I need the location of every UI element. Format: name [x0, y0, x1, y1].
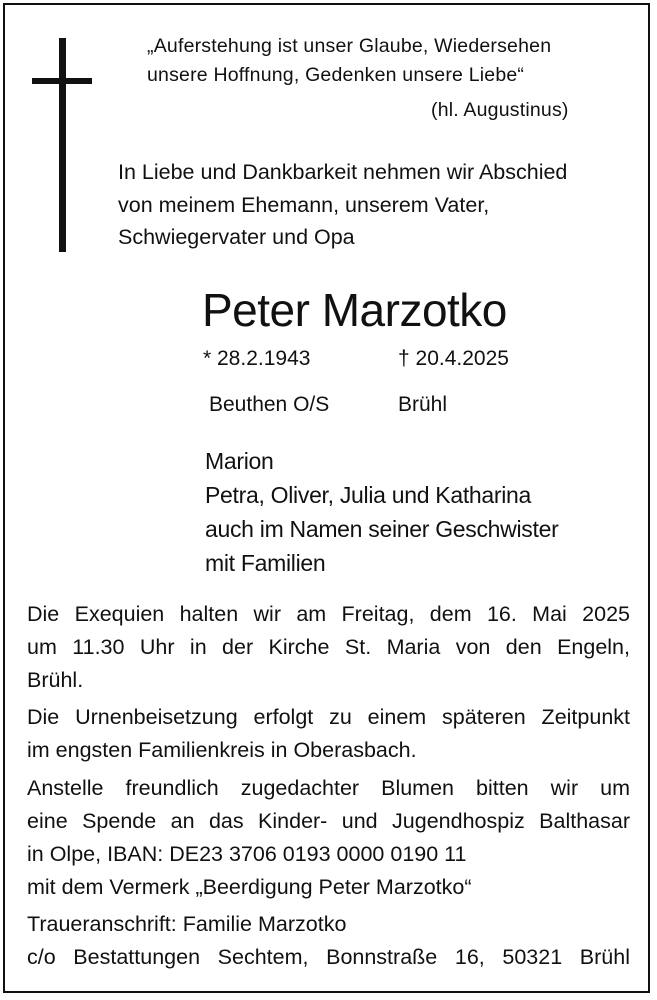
family-line-3: auch im Namen seiner Geschwister: [205, 516, 559, 542]
donation-line-4: mit dem Vermerk „Beerdigung Peter Marzotko“: [27, 875, 472, 899]
address-line-2: c/o Bestattungen Sechtem, Bonnstraße 16, 50321 Brühl: [27, 945, 630, 969]
cross-horizontal-bar: [32, 78, 92, 84]
death-place: Brühl: [398, 393, 448, 416]
quote-source: (hl. Augustinus): [431, 99, 569, 121]
urn-line-2: im engsten Familienkreis in Oberasbach.: [27, 738, 417, 762]
urn-line-1: Die Urnenbeisetzung erfolgt zu einem späteren Zeitpunkt: [27, 705, 630, 729]
quote-line-2: unsere Hoffnung, Gedenken unsere Liebe“: [147, 64, 525, 86]
donation-line-2: eine Spende an das Kinder- und Jugendhospiz Balthasar: [27, 809, 630, 833]
cross-vertical-bar: [59, 38, 66, 252]
birth-date: * 28.2.1943: [203, 347, 311, 370]
exequien-line-2: um 11.30 Uhr in der Kirche St. Maria von den Engeln,: [27, 635, 630, 659]
family-line-1: Marion: [205, 448, 274, 474]
exequien-line-3: Brühl.: [27, 668, 84, 692]
donation-line-1: Anstelle freundlich zugedachter Blumen bitten wir um: [27, 776, 630, 800]
exequien-line-1: Die Exequien halten wir am Freitag, dem 16. Mai 2025: [27, 602, 630, 626]
family-line-4: mit Familien: [205, 550, 326, 576]
intro-line-1: In Liebe und Dankbarkeit nehmen wir Abschied: [118, 160, 568, 184]
family-line-2: Petra, Oliver, Julia und Katharina: [205, 482, 532, 508]
death-date: † 20.4.2025: [398, 347, 509, 370]
donation-line-3: in Olpe, IBAN: DE23 3706 0193 0000 0190 11: [27, 842, 467, 866]
address-line-1: Traueranschrift: Familie Marzotko: [27, 912, 347, 936]
intro-line-2: von meinem Ehemann, unserem Vater,: [118, 193, 490, 217]
intro-line-3: Schwiegervater und Opa: [118, 225, 355, 249]
birth-place: Beuthen O/S: [209, 393, 330, 416]
deceased-name: Peter Marzotko: [202, 284, 507, 336]
quote-line-1: „Auferstehung ist unser Glaube, Wiedersehen: [147, 35, 552, 57]
